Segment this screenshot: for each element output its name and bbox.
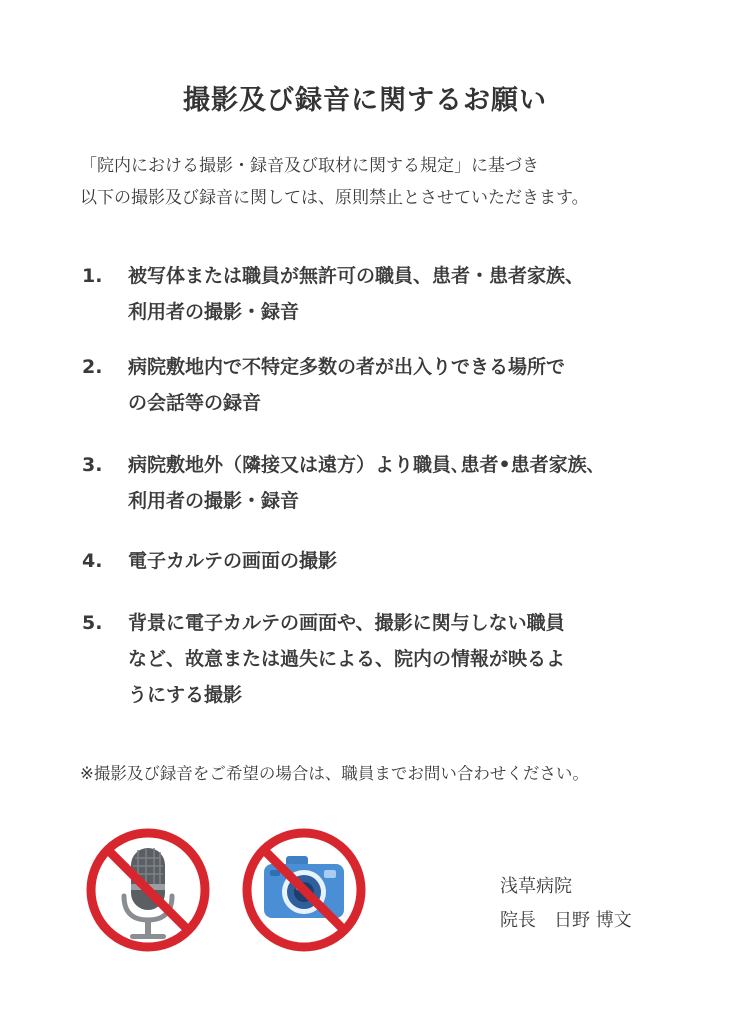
- director-name: 院長 日野 博文: [500, 910, 632, 931]
- rule-line: など、故意または過失による、院内の情報が映るよ: [128, 648, 566, 670]
- rule-line: 被写体または職員が無許可の職員、患者・患者家族、: [128, 265, 585, 287]
- rule-item-2: [82, 349, 682, 421]
- rule-line: 利用者の撮影・録音: [128, 301, 300, 323]
- rule-item-3: [82, 447, 682, 519]
- contact-note: ※撮影及び録音をご希望の場合は、職員までお問い合わせください。: [80, 764, 589, 783]
- rule-line: の会話等の録音: [128, 392, 262, 414]
- rule-line: 電子カルテの画面の撮影: [128, 550, 338, 572]
- rule-line: 病院敷地内で不特定多数の者が出入りできる場所で: [128, 356, 566, 378]
- rule-line: 病院敷地外（隣接又は遠方）より職員､患者•患者家族､: [128, 454, 597, 476]
- rule-number: 1.: [82, 265, 103, 287]
- page-title: 撮影及び録音に関するお願い: [183, 85, 547, 116]
- rule-number: 2.: [82, 356, 103, 378]
- rule-number: 5.: [82, 612, 103, 634]
- intro-line-2: 以下の撮影及び録音に関しては、原則禁止とさせていただきます。: [80, 188, 589, 208]
- rule-number: 3.: [82, 454, 103, 476]
- no-microphone-icon: [86, 828, 210, 952]
- signature-block: [500, 870, 632, 938]
- hospital-name: 浅草病院: [500, 876, 572, 897]
- rule-item-5: [82, 605, 682, 713]
- rule-number: 4.: [82, 550, 103, 572]
- intro-line-1: 「院内における撮影・録音及び取材に関する規定」に基づき: [80, 156, 539, 176]
- rule-item-1: [82, 258, 682, 330]
- rule-line: 背景に電子カルテの画面や、撮影に関与しない職員: [128, 612, 565, 634]
- intro-text: [80, 150, 680, 214]
- no-camera-icon: [242, 828, 366, 952]
- rule-line: うにする撮影: [128, 684, 243, 706]
- rule-item-4: [82, 543, 682, 579]
- rule-line: 利用者の撮影・録音: [128, 490, 300, 512]
